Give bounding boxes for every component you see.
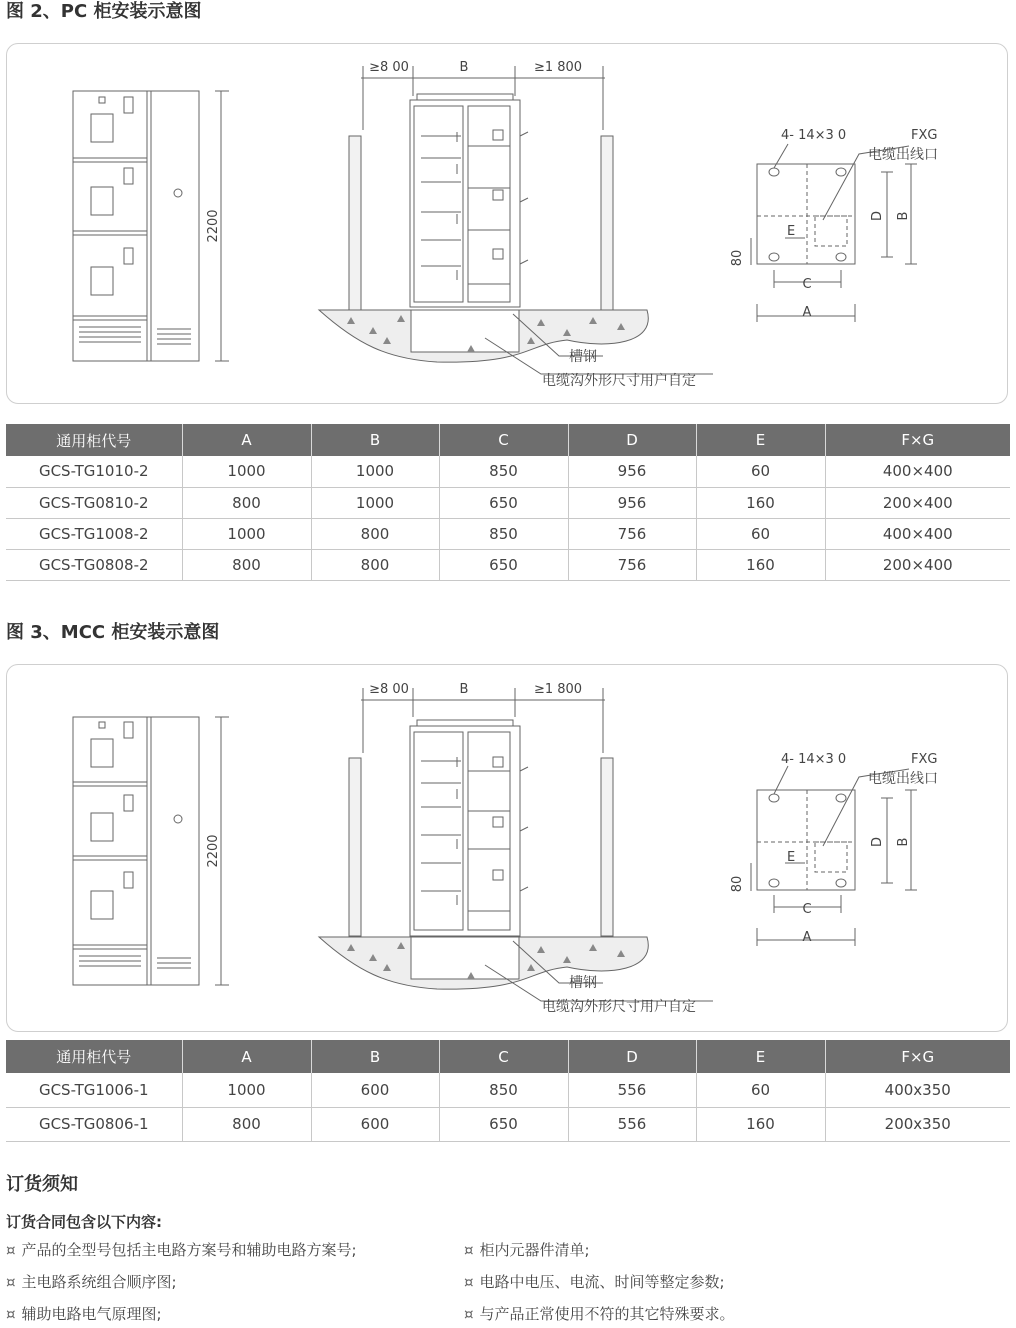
table-cell: GCS-TG1006-1 <box>6 1073 182 1107</box>
table-cell: 800 <box>311 518 439 549</box>
table-cell: GCS-TG0808-2 <box>6 549 182 580</box>
table-row <box>6 487 1010 518</box>
dim-a-label: A <box>802 305 812 320</box>
hole-label: 4- 14×3 0 <box>781 752 847 767</box>
fig3-diagram <box>6 664 1008 1032</box>
list-item-text: 与产品正常使用不符的其它特殊要求。 <box>479 1305 735 1323</box>
dim-d-label: D <box>870 210 885 222</box>
table-cell: 400×400 <box>825 518 1010 549</box>
table-header: C <box>439 1040 568 1073</box>
table-cell: 650 <box>439 487 568 518</box>
width-label: B <box>459 60 469 75</box>
gap-right-label: ≥1 800 <box>533 60 583 75</box>
table-cell: 1000 <box>182 518 311 549</box>
bullet-icon: ¤ <box>464 1273 474 1291</box>
list-item <box>464 1270 1010 1294</box>
table-cell: 200x350 <box>825 1107 1010 1141</box>
table-cell: 800 <box>182 549 311 580</box>
pc-spec-table <box>6 424 1010 581</box>
table-cell: 850 <box>439 1073 568 1107</box>
table-cell: 160 <box>696 549 825 580</box>
bullet-icon: ¤ <box>6 1305 16 1323</box>
bullet-icon: ¤ <box>464 1241 474 1259</box>
dim-d-label: D <box>870 836 885 848</box>
fxg-label: FXG <box>911 752 938 767</box>
table-cell: 650 <box>439 549 568 580</box>
dim-b-label: B <box>896 211 911 221</box>
channel-label: 槽钢 <box>569 349 597 365</box>
table-cell: 756 <box>568 549 696 580</box>
list-item <box>464 1302 1010 1326</box>
table-cell: 60 <box>696 456 825 487</box>
table-header: 通用柜代号 <box>6 1040 182 1073</box>
table-cell: 400x350 <box>825 1073 1010 1107</box>
table-cell: 650 <box>439 1107 568 1141</box>
fig3-title: 图 3、MCC 柜安装示意图 <box>6 622 220 643</box>
table-cell: 1000 <box>182 456 311 487</box>
table-header: B <box>311 1040 439 1073</box>
table-cell: 600 <box>311 1107 439 1141</box>
table-row <box>6 456 1010 487</box>
table-header-row <box>6 424 1010 456</box>
table-cell: 400×400 <box>825 456 1010 487</box>
table-cell: 800 <box>182 487 311 518</box>
bullet-icon: ¤ <box>6 1241 16 1259</box>
table-header-row <box>6 1040 1010 1073</box>
list-item-text: 产品的全型号包括主电路方案号和辅助电路方案号; <box>21 1241 357 1259</box>
table-header: C <box>439 424 568 456</box>
list-item-text: 柜内元器件清单; <box>479 1241 590 1259</box>
dim-e-label: E <box>787 850 796 865</box>
table-cell: GCS-TG0806-1 <box>6 1107 182 1141</box>
table-cell: 956 <box>568 456 696 487</box>
table-cell: 60 <box>696 518 825 549</box>
gap-left-label: ≥8 00 <box>369 682 409 697</box>
order-requirements-list <box>6 1238 1010 1326</box>
table-header: 通用柜代号 <box>6 424 182 456</box>
plan-view-outline <box>757 164 855 264</box>
table-header: A <box>182 424 311 456</box>
pc-installation-drawing <box>7 44 1008 404</box>
table-header: E <box>696 1040 825 1073</box>
list-item-text: 电路中电压、电流、时间等整定参数; <box>479 1273 725 1291</box>
channel-label: 槽钢 <box>569 975 597 991</box>
table-cell: GCS-TG1008-2 <box>6 518 182 549</box>
order-subheading: 订货合同包含以下内容: <box>6 1213 162 1231</box>
table-cell: 60 <box>696 1073 825 1107</box>
height-label: 2200 <box>206 209 221 243</box>
table-cell: GCS-TG0810-2 <box>6 487 182 518</box>
table-cell: 756 <box>568 518 696 549</box>
list-item <box>6 1270 464 1294</box>
table-cell: 160 <box>696 487 825 518</box>
table-cell: 556 <box>568 1107 696 1141</box>
table-header: F×G <box>825 1040 1010 1073</box>
table-cell: 556 <box>568 1073 696 1107</box>
bullet-icon: ¤ <box>464 1305 474 1323</box>
hole-label: 4- 14×3 0 <box>781 128 847 143</box>
table-row <box>6 549 1010 580</box>
plan-view-outline <box>757 790 855 890</box>
mcc-installation-drawing <box>7 665 1008 1032</box>
table-cell: 200×400 <box>825 549 1010 580</box>
dim-a-label: A <box>802 930 812 945</box>
table-header: B <box>311 424 439 456</box>
dim-b-label: B <box>896 837 911 847</box>
table-cell: 850 <box>439 518 568 549</box>
mcc-spec-table <box>6 1040 1010 1142</box>
table-cell: 160 <box>696 1107 825 1141</box>
list-item-text: 主电路系统组合顺序图; <box>21 1273 177 1291</box>
table-header: A <box>182 1040 311 1073</box>
list-item <box>6 1302 464 1326</box>
dim-e-label: E <box>787 224 796 239</box>
fxg-label: FXG <box>911 128 938 143</box>
table-header: D <box>568 424 696 456</box>
table-header: E <box>696 424 825 456</box>
table-cell: 600 <box>311 1073 439 1107</box>
table-row <box>6 518 1010 549</box>
trench-label: 电缆沟外形尺寸用户自定 <box>542 373 696 389</box>
outlet-label: 电缆出线口 <box>868 771 938 787</box>
table-cell: 850 <box>439 456 568 487</box>
dim-c-label: C <box>802 277 812 292</box>
list-item-text: 辅助电路电气原理图; <box>21 1305 162 1323</box>
table-row <box>6 1073 1010 1107</box>
height-label: 2200 <box>206 834 221 868</box>
list-item <box>6 1238 464 1262</box>
table-cell: 800 <box>311 549 439 580</box>
table-header: D <box>568 1040 696 1073</box>
table-cell: 1000 <box>311 487 439 518</box>
trench-label: 电缆沟外形尺寸用户自定 <box>542 999 696 1015</box>
table-cell: 1000 <box>182 1073 311 1107</box>
gap-right-label: ≥1 800 <box>533 682 583 697</box>
list-item <box>464 1238 1010 1262</box>
width-label: B <box>459 682 469 697</box>
table-cell: GCS-TG1010-2 <box>6 456 182 487</box>
table-cell: 800 <box>182 1107 311 1141</box>
fig2-title: 图 2、PC 柜安装示意图 <box>6 1 202 22</box>
gap-left-label: ≥8 00 <box>369 60 409 75</box>
dim-c-label: C <box>802 902 812 917</box>
outlet-label: 电缆出线口 <box>868 147 938 163</box>
dim-80-label: 80 <box>730 249 745 267</box>
order-heading: 订货须知 <box>6 1174 78 1195</box>
table-row <box>6 1107 1010 1141</box>
fig2-diagram <box>6 43 1008 404</box>
table-header: F×G <box>825 424 1010 456</box>
table-cell: 200×400 <box>825 487 1010 518</box>
dim-80-label: 80 <box>730 875 745 893</box>
table-cell: 956 <box>568 487 696 518</box>
bullet-icon: ¤ <box>6 1273 16 1291</box>
table-cell: 1000 <box>311 456 439 487</box>
